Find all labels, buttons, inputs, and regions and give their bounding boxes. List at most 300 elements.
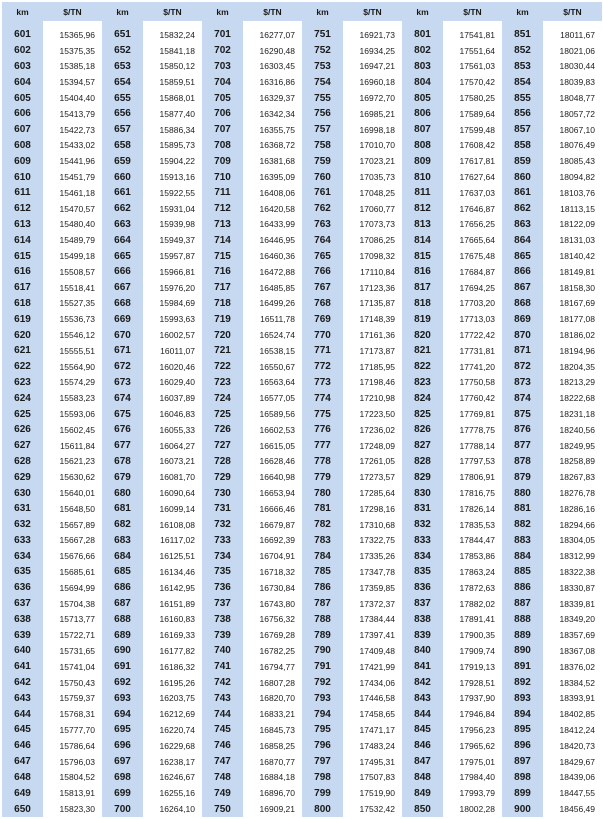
km-cell: 685 [102,564,143,580]
header-price: $/TN [243,2,302,21]
price-cell: 17248,09 [343,438,402,454]
km-cell: 691 [102,659,143,675]
price-cell: 17098,32 [343,248,402,264]
price-cell: 15546,12 [43,327,102,343]
price-cell: 17946,84 [443,706,502,722]
price-cell: 17891,41 [443,611,502,627]
price-cell: 17750,58 [443,375,502,391]
table-row [2,264,602,280]
price-cell: 18294,66 [543,517,602,533]
km-cell: 801 [402,27,443,43]
km-cell: 608 [2,138,43,154]
km-cell: 748 [202,769,243,785]
km-cell: 742 [202,675,243,691]
km-cell: 641 [2,659,43,675]
km-cell: 602 [2,43,43,59]
price-cell: 16055,33 [143,422,202,438]
km-cell: 770 [302,327,343,343]
km-cell: 659 [102,153,143,169]
km-cell: 874 [502,390,543,406]
price-cell: 16264,10 [143,801,202,817]
km-cell: 740 [202,643,243,659]
km-cell: 824 [402,390,443,406]
table-row [2,485,602,501]
km-cell: 762 [302,201,343,217]
price-cell: 17372,37 [343,596,402,612]
price-cell: 16195,26 [143,675,202,691]
price-cell: 18393,91 [543,690,602,706]
price-cell: 15931,04 [143,201,202,217]
km-cell: 794 [302,706,343,722]
km-cell: 763 [302,217,343,233]
km-cell: 819 [402,311,443,327]
price-cell: 16073,21 [143,454,202,470]
km-cell: 832 [402,517,443,533]
price-cell: 16029,40 [143,375,202,391]
price-cell: 18076,49 [543,138,602,154]
price-cell: 18322,38 [543,564,602,580]
price-cell: 17010,70 [343,138,402,154]
km-cell: 623 [2,375,43,391]
price-cell: 17223,50 [343,406,402,422]
km-cell: 797 [302,754,343,770]
km-cell: 876 [502,422,543,438]
price-cell: 18048,77 [543,90,602,106]
price-cell: 16303,45 [243,59,302,75]
price-cell: 18186,02 [543,327,602,343]
table-row [2,232,602,248]
price-cell: 16807,28 [243,675,302,691]
km-cell: 755 [302,90,343,106]
price-cell: 15385,18 [43,59,102,75]
km-cell: 753 [302,59,343,75]
price-cell: 17656,25 [443,217,502,233]
km-cell: 731 [202,501,243,517]
table-row [2,754,602,770]
km-cell: 768 [302,296,343,312]
km-cell: 767 [302,280,343,296]
km-cell: 620 [2,327,43,343]
table-row [2,106,602,122]
km-cell: 719 [202,311,243,327]
km-cell: 897 [502,754,543,770]
km-cell: 624 [2,390,43,406]
km-cell: 723 [202,375,243,391]
price-cell: 17797,53 [443,454,502,470]
km-cell: 799 [302,785,343,801]
km-cell: 752 [302,43,343,59]
price-cell: 15741,04 [43,659,102,675]
km-cell: 812 [402,201,443,217]
km-cell: 853 [502,59,543,75]
km-cell: 678 [102,454,143,470]
price-cell: 18312,99 [543,548,602,564]
price-cell: 16756,32 [243,611,302,627]
price-cell: 18231,18 [543,406,602,422]
price-cell: 18177,08 [543,311,602,327]
km-cell: 837 [402,596,443,612]
price-cell: 16589,56 [243,406,302,422]
table-row [2,611,602,627]
price-cell: 16433,99 [243,217,302,233]
price-cell: 17778,75 [443,422,502,438]
km-cell: 831 [402,501,443,517]
km-cell: 766 [302,264,343,280]
price-cell: 16692,39 [243,533,302,549]
price-cell: 17853,86 [443,548,502,564]
price-cell: 16550,67 [243,359,302,375]
price-cell: 18420,73 [543,738,602,754]
km-cell: 657 [102,122,143,138]
km-cell: 765 [302,248,343,264]
price-cell: 15759,37 [43,690,102,706]
price-cell: 16730,84 [243,580,302,596]
km-cell: 716 [202,264,243,280]
price-cell: 16460,36 [243,248,302,264]
km-cell: 745 [202,722,243,738]
price-cell: 16220,74 [143,722,202,738]
price-cell: 16099,14 [143,501,202,517]
km-cell: 607 [2,122,43,138]
price-cell: 16972,70 [343,90,402,106]
price-cell: 15939,98 [143,217,202,233]
price-cell: 17110,84 [343,264,402,280]
price-cell: 16134,46 [143,564,202,580]
km-cell: 806 [402,106,443,122]
price-cell: 15621,23 [43,454,102,470]
header-km: km [302,2,343,21]
price-cell: 16743,80 [243,596,302,612]
price-cell: 15993,63 [143,311,202,327]
km-cell: 896 [502,738,543,754]
km-cell: 734 [202,548,243,564]
price-cell: 16653,94 [243,485,302,501]
km-cell: 741 [202,659,243,675]
price-cell: 17073,73 [343,217,402,233]
price-cell: 18330,87 [543,580,602,596]
price-cell: 16485,85 [243,280,302,296]
price-cell: 18222,68 [543,390,602,406]
km-cell: 713 [202,217,243,233]
price-cell: 17769,81 [443,406,502,422]
km-cell: 735 [202,564,243,580]
km-cell: 877 [502,438,543,454]
km-cell: 786 [302,580,343,596]
km-cell: 791 [302,659,343,675]
km-cell: 673 [102,375,143,391]
price-cell: 16290,48 [243,43,302,59]
price-cell: 18094,82 [543,169,602,185]
table-row [2,438,602,454]
km-cell: 665 [102,248,143,264]
table-row [2,454,602,470]
km-cell: 714 [202,232,243,248]
km-cell: 815 [402,248,443,264]
price-cell: 18267,83 [543,469,602,485]
header-price: $/TN [143,2,202,21]
price-cell: 15966,81 [143,264,202,280]
km-cell: 859 [502,153,543,169]
table-row [2,169,602,185]
table-row [2,27,602,43]
price-cell: 15433,02 [43,138,102,154]
km-cell: 636 [2,580,43,596]
price-cell: 16960,18 [343,74,402,90]
price-cell: 18384,52 [543,675,602,691]
km-cell: 854 [502,74,543,90]
price-cell: 17965,62 [443,738,502,754]
price-cell: 16602,53 [243,422,302,438]
km-cell: 654 [102,74,143,90]
table-row [2,311,602,327]
km-cell: 807 [402,122,443,138]
price-cell: 18057,72 [543,106,602,122]
km-cell: 839 [402,627,443,643]
km-cell: 682 [102,517,143,533]
price-cell: 17956,23 [443,722,502,738]
km-cell: 683 [102,533,143,549]
km-cell: 814 [402,232,443,248]
price-cell: 18367,08 [543,643,602,659]
price-cell: 17872,63 [443,580,502,596]
table-row [2,74,602,90]
price-cell: 17532,42 [343,801,402,817]
price-cell: 15630,62 [43,469,102,485]
price-cell: 15750,43 [43,675,102,691]
price-cell: 18304,05 [543,533,602,549]
price-cell: 17359,85 [343,580,402,596]
km-cell: 693 [102,690,143,706]
table-row [2,406,602,422]
km-cell: 804 [402,74,443,90]
km-cell: 788 [302,611,343,627]
price-cell: 17806,91 [443,469,502,485]
km-cell: 879 [502,469,543,485]
km-cell: 857 [502,122,543,138]
km-cell: 841 [402,659,443,675]
km-cell: 668 [102,296,143,312]
price-cell: 18039,83 [543,74,602,90]
km-cell: 710 [202,169,243,185]
price-cell: 17637,03 [443,185,502,201]
table-row [2,375,602,391]
price-cell: 17684,87 [443,264,502,280]
price-cell: 17048,25 [343,185,402,201]
km-cell: 711 [202,185,243,201]
km-cell: 632 [2,517,43,533]
km-cell: 780 [302,485,343,501]
km-cell: 621 [2,343,43,359]
km-cell: 792 [302,675,343,691]
km-cell: 652 [102,43,143,59]
km-cell: 775 [302,406,343,422]
price-cell: 17551,64 [443,43,502,59]
km-cell: 895 [502,722,543,738]
price-cell: 17322,75 [343,533,402,549]
price-cell: 17788,14 [443,438,502,454]
price-cell: 15694,99 [43,580,102,596]
header-price: $/TN [443,2,502,21]
price-cell: 17646,87 [443,201,502,217]
price-cell: 16108,08 [143,517,202,533]
price-cell: 16142,95 [143,580,202,596]
km-cell: 737 [202,596,243,612]
km-cell: 684 [102,548,143,564]
km-cell: 800 [302,801,343,817]
price-cell: 17507,83 [343,769,402,785]
price-cell: 17844,47 [443,533,502,549]
price-cell: 17975,01 [443,754,502,770]
price-cell: 17541,81 [443,27,502,43]
km-cell: 635 [2,564,43,580]
price-cell: 16395,09 [243,169,302,185]
km-cell: 805 [402,90,443,106]
km-cell: 700 [102,801,143,817]
price-cell: 15451,79 [43,169,102,185]
km-cell: 633 [2,533,43,549]
table-row [2,690,602,706]
km-cell: 736 [202,580,243,596]
price-cell: 16538,15 [243,343,302,359]
km-cell: 701 [202,27,243,43]
price-cell: 15949,37 [143,232,202,248]
km-cell: 850 [402,801,443,817]
price-cell: 17310,68 [343,517,402,533]
price-cell: 15704,38 [43,596,102,612]
km-cell: 667 [102,280,143,296]
km-cell: 822 [402,359,443,375]
price-cell: 16628,46 [243,454,302,470]
price-cell: 18002,28 [443,801,502,817]
price-cell: 16446,95 [243,232,302,248]
table-row [2,469,602,485]
km-cell: 871 [502,343,543,359]
km-cell: 827 [402,438,443,454]
km-cell: 784 [302,548,343,564]
price-cell: 16909,21 [243,801,302,817]
km-cell: 771 [302,343,343,359]
table-row [2,422,602,438]
price-cell: 17599,48 [443,122,502,138]
price-cell: 16934,25 [343,43,402,59]
header-km: km [502,2,543,21]
km-cell: 803 [402,59,443,75]
km-cell: 872 [502,359,543,375]
price-cell: 17173,87 [343,343,402,359]
km-cell: 889 [502,627,543,643]
km-cell: 856 [502,106,543,122]
km-cell: 619 [2,311,43,327]
km-cell: 757 [302,122,343,138]
price-cell: 15676,66 [43,548,102,564]
table-row [2,217,602,233]
price-cell: 16921,73 [343,27,402,43]
km-cell: 890 [502,643,543,659]
km-cell: 708 [202,138,243,154]
km-cell: 796 [302,738,343,754]
price-cell: 17570,42 [443,74,502,90]
price-cell: 15913,16 [143,169,202,185]
price-cell: 17519,90 [343,785,402,801]
km-cell: 802 [402,43,443,59]
km-cell: 646 [2,738,43,754]
table-row [2,185,602,201]
km-cell: 843 [402,690,443,706]
km-cell: 687 [102,596,143,612]
km-cell: 702 [202,43,243,59]
price-cell: 16615,05 [243,438,302,454]
table-row [2,201,602,217]
km-cell: 739 [202,627,243,643]
km-cell: 833 [402,533,443,549]
price-cell: 17347,78 [343,564,402,580]
price-cell: 17900,35 [443,627,502,643]
km-cell: 644 [2,706,43,722]
price-cell: 15441,96 [43,153,102,169]
table-row [2,59,602,75]
price-cell: 18412,24 [543,722,602,738]
km-cell: 614 [2,232,43,248]
price-cell: 17816,75 [443,485,502,501]
km-cell: 733 [202,533,243,549]
km-cell: 746 [202,738,243,754]
km-cell: 613 [2,217,43,233]
km-cell: 863 [502,217,543,233]
km-cell: 887 [502,596,543,612]
price-cell: 17608,42 [443,138,502,154]
km-cell: 789 [302,627,343,643]
table-row [2,43,602,59]
price-cell: 16820,70 [243,690,302,706]
km-cell: 845 [402,722,443,738]
table-row [2,801,602,817]
table-row [2,296,602,312]
price-cell: 18447,55 [543,785,602,801]
price-cell: 15768,31 [43,706,102,722]
km-cell: 616 [2,264,43,280]
km-cell: 676 [102,422,143,438]
price-cell: 17035,73 [343,169,402,185]
km-cell: 849 [402,785,443,801]
price-cell: 16081,70 [143,469,202,485]
km-cell: 679 [102,469,143,485]
km-cell: 709 [202,153,243,169]
km-cell: 688 [102,611,143,627]
km-cell: 793 [302,690,343,706]
table-row [2,327,602,343]
km-cell: 618 [2,296,43,312]
km-cell: 852 [502,43,543,59]
km-cell: 825 [402,406,443,422]
price-cell: 16511,78 [243,311,302,327]
km-cell: 855 [502,90,543,106]
km-cell: 677 [102,438,143,454]
km-cell: 729 [202,469,243,485]
price-cell: 16002,57 [143,327,202,343]
price-cell: 18167,69 [543,296,602,312]
price-cell: 18131,03 [543,232,602,248]
km-cell: 764 [302,232,343,248]
km-cell: 754 [302,74,343,90]
km-cell: 779 [302,469,343,485]
price-cell: 15823,30 [43,801,102,817]
price-cell: 15640,01 [43,485,102,501]
km-cell: 706 [202,106,243,122]
km-cell: 878 [502,454,543,470]
km-cell: 881 [502,501,543,517]
km-cell: 653 [102,59,143,75]
table-row [2,153,602,169]
